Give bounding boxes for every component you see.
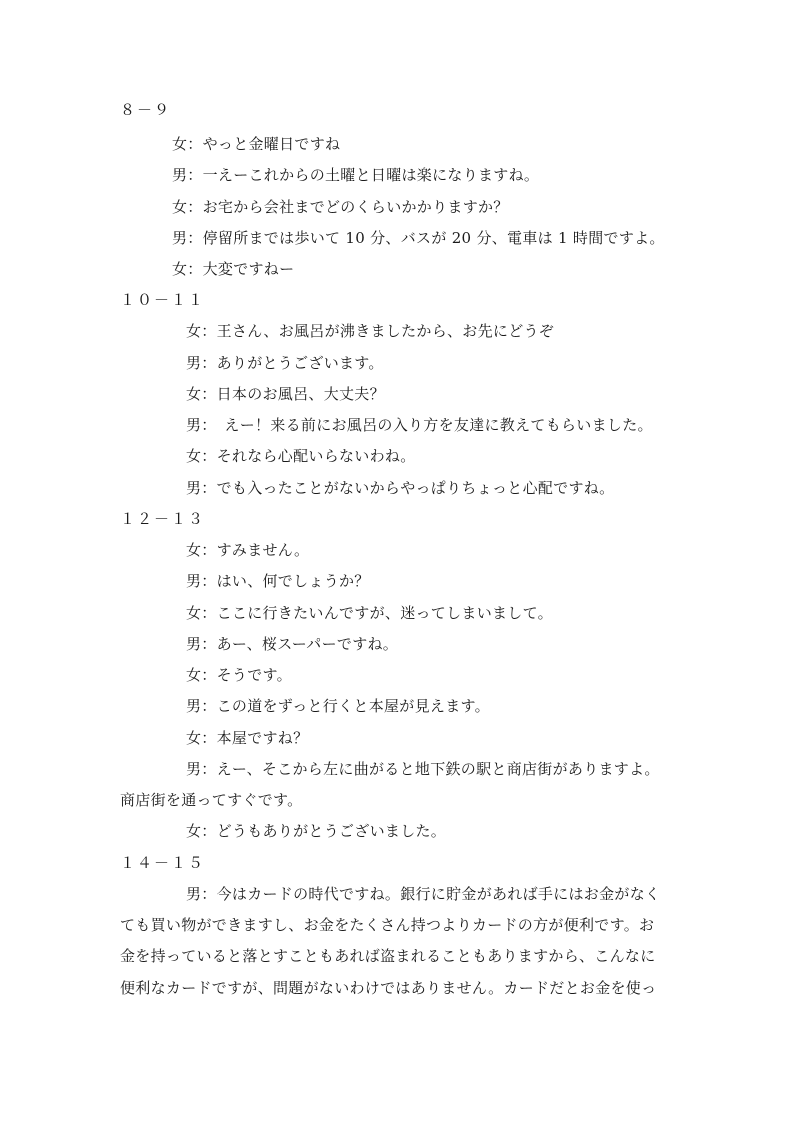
dialogue-line: 女：どうもありがとうございました。 bbox=[186, 822, 447, 840]
dialogue-continuation: 商店街を通ってすぐです。 bbox=[120, 791, 303, 809]
paragraph-line: 男：今はカードの時代ですね。銀行に貯金があれば手にはお金がなく bbox=[186, 885, 661, 903]
dialogue-line: 女：ここに行きたいんですが、迷ってしまいまして。 bbox=[186, 604, 553, 622]
paragraph-line: 便利なカードですが、問題がないわけではありません。カードだとお金を使っ bbox=[120, 979, 657, 997]
dialogue-line: 女：すみません。 bbox=[186, 541, 310, 559]
dialogue-line: 男：一えーこれからの土曜と日曜は楽になりますね。 bbox=[172, 166, 540, 184]
dialogue-line: 女：お宅から会社までどのくらいかかりますか？ bbox=[172, 198, 509, 216]
dialogue-line: 男：この道をずっと行くと本屋が見えます。 bbox=[186, 697, 490, 715]
section-heading: １２－１３ bbox=[120, 510, 206, 528]
dialogue-line: 女：そうです。 bbox=[186, 666, 292, 684]
dialogue-line: 男：でも入ったことがないからやっぱりちょっと心配ですね。 bbox=[186, 479, 615, 497]
dialogue-line: 男：えー、そこから左に曲がると地下鉄の駅と商店街がありますよ。 bbox=[186, 760, 660, 778]
section-heading: １４－１５ bbox=[120, 854, 206, 872]
dialogue-line: 女：本屋ですね？ bbox=[186, 729, 309, 747]
dialogue-line: 女：王さん、お風呂が沸きましたから、お先にどうぞ bbox=[186, 322, 555, 340]
dialogue-line: 女：日本のお風呂、大丈夫？ bbox=[186, 385, 385, 403]
section-heading: ８－９ bbox=[120, 101, 172, 119]
dialogue-line: 男： えー！来る前にお風呂の入り方を友達に教えてもらいました。 bbox=[186, 416, 653, 434]
section-heading: １０－１１ bbox=[120, 291, 206, 309]
dialogue-line: 女：大変ですねー bbox=[172, 260, 295, 278]
dialogue-line: 男：ありがとうございます。 bbox=[186, 354, 384, 372]
dialogue-line: 女：やっと金曜日ですね bbox=[172, 135, 341, 153]
paragraph-line: ても買い物ができますし、お金をたくさん持つよりカードの方が便利です。お bbox=[120, 916, 655, 934]
dialogue-line: 女：それなら心配いらないわね。 bbox=[186, 447, 416, 465]
dialogue-line: 男：あー、桜スーパーですね。 bbox=[186, 635, 399, 653]
dialogue-line: 男：停留所までは歩いて 10 分、バスが 20 分、電車は 1 時間ですよ。 bbox=[172, 229, 665, 247]
dialogue-line: 男：はい、何でしょうか？ bbox=[186, 572, 370, 590]
paragraph-line: 金を持っていると落とすこともあれば盗まれることもありますから、こんなに bbox=[120, 947, 656, 965]
